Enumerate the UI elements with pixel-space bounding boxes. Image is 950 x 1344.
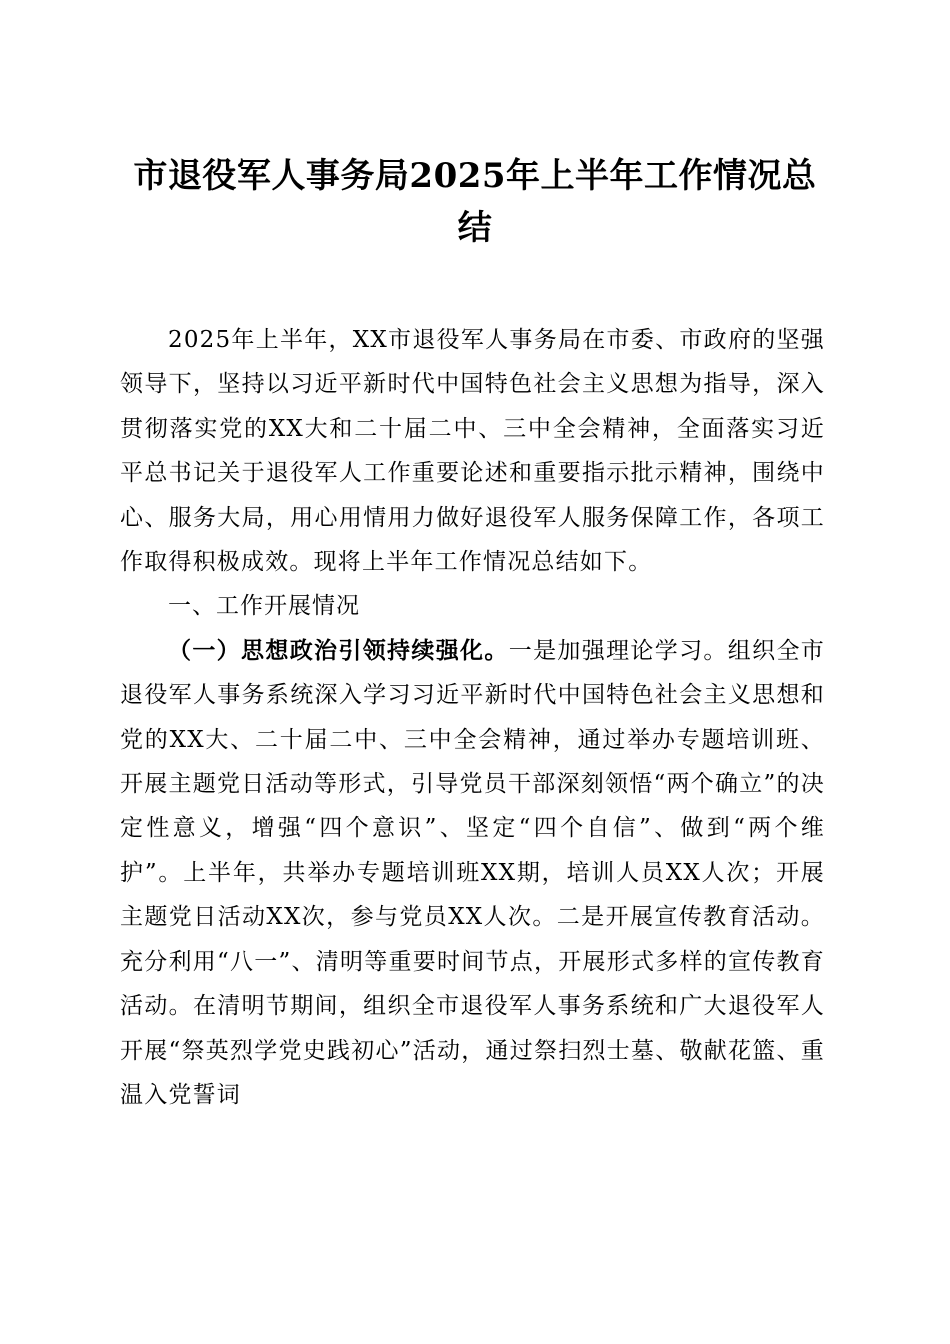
document-title: 市退役军人事务局2025年上半年工作情况总结 — [133, 156, 817, 248]
subsection-heading: （一）思想政治引领持续强化。 — [168, 636, 509, 664]
subsection-body: 一是加强理论学习。组织全市退役军人事务系统深入学习习近平新时代中国特色社会主义思想和党的XX大、二十届二中、三中全会精神，通过举办专题培训班、开展主题党日活动等形式，引导党员干部深刻领悟“两个确立”的决定性意义，增强“四个意识”、坚定“四个自信”、做到“两个维护”。上半年，共举办专题培训班XX期，培训人员XX人次；开展主题党日活动XX次，参与党员XX人次。二是开展宣传教育活动。充分利用“八一”、清明等重要时间节点，开展形式多样的宣传教育活动。在清明节期间，组织全市退役军人事务系统和广大退役军人开展“祭英烈学党史践初心”活动，通过祭扫烈士墓、敬献花篮、重温入党誓词 — [120, 637, 825, 1108]
subsection-paragraph — [120, 629, 825, 1117]
intro-paragraph: 2025年上半年，XX市退役军人事务局在市委、市政府的坚强领导下，坚持以习近平新时代中国特色社会主义思想为指导，深入贯彻落实党的XX大和二十届二中、三中全会精神，全面落实习近平总书记关于退役军人工作重要论述和重要指示批示精神，围绕中心、服务大局，用心用情用力做好退役军人服务保障工作，各项工作取得积极成效。现将上半年工作情况总结如下。 — [120, 327, 825, 576]
document-body — [120, 318, 825, 1117]
section-heading: 一、工作开展情况 — [168, 593, 360, 620]
